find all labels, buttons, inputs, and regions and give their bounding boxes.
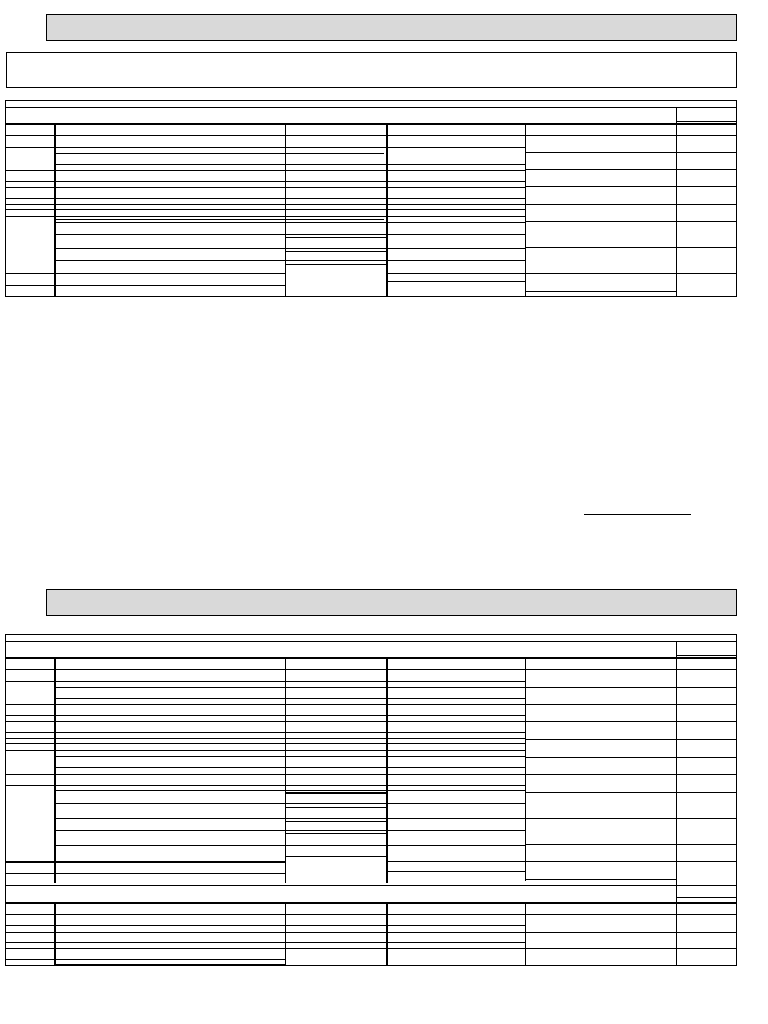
table-2-row xyxy=(6,932,736,933)
table-2-row xyxy=(54,818,526,819)
table-2-row xyxy=(54,767,526,768)
table-2-top-rule xyxy=(6,641,736,642)
table-2-row xyxy=(6,732,526,733)
table-2-row xyxy=(525,844,736,845)
table-2-row xyxy=(6,750,526,751)
table-2-col-2 xyxy=(285,657,286,883)
table-1-row xyxy=(6,170,526,171)
table-1-header-rule xyxy=(676,121,736,122)
table-2-row xyxy=(6,715,526,716)
table-2-row xyxy=(54,845,526,846)
table-2-row xyxy=(6,785,526,786)
table-1-row xyxy=(6,147,54,148)
table-2-col-head-top xyxy=(6,657,736,659)
table-1-row xyxy=(6,198,526,199)
table-2-row xyxy=(525,792,736,793)
table-2-sub-top xyxy=(6,885,736,886)
table-2-row xyxy=(54,687,526,688)
table-1-row xyxy=(6,285,286,286)
table-2-header-rule xyxy=(676,655,736,656)
table-1-row xyxy=(6,216,526,217)
table-1-row xyxy=(6,187,526,188)
table-2-sub-col-3 xyxy=(386,902,388,965)
table-1-row xyxy=(525,273,736,274)
table-2-row xyxy=(54,756,526,757)
table-2-col-4 xyxy=(525,657,526,881)
section-2-header-bar xyxy=(46,589,737,616)
table-2-row xyxy=(6,925,526,926)
table-2-header-divider xyxy=(676,641,677,965)
table-2-row xyxy=(6,861,286,863)
table-2-row xyxy=(6,704,526,705)
table-1-row xyxy=(54,153,384,154)
table-1-col-head-bottom xyxy=(6,135,736,136)
table-1-row xyxy=(525,291,677,292)
table-2-row xyxy=(525,774,736,775)
table-1-row xyxy=(386,281,526,282)
table-2-row xyxy=(6,873,286,874)
table-2-row xyxy=(54,803,526,804)
table-1-row xyxy=(286,264,386,265)
table-1-row xyxy=(525,204,736,205)
table-1-row xyxy=(386,273,526,274)
table-2-row xyxy=(6,942,526,943)
table-2-row xyxy=(286,856,386,857)
table-2-col-1 xyxy=(54,657,56,883)
table-1-row xyxy=(6,204,526,205)
table-1-row xyxy=(525,169,736,170)
table-1-row xyxy=(286,251,386,252)
table-1-row xyxy=(525,247,736,248)
section-1-header-bar xyxy=(46,14,737,41)
table-2-sub-col-1 xyxy=(54,902,56,965)
table-2-sub-col-2 xyxy=(285,902,286,965)
table-1-row xyxy=(525,152,736,153)
table-2-row xyxy=(54,790,526,791)
table-2-row xyxy=(6,743,526,744)
table-1-col-3 xyxy=(386,123,388,297)
table-1-row xyxy=(6,273,286,274)
table-2-sub-header xyxy=(676,897,736,898)
table-2-row xyxy=(525,861,736,862)
table-2-row xyxy=(286,821,386,822)
info-box xyxy=(6,52,737,88)
table-2-row xyxy=(386,861,526,862)
table-1-col-1 xyxy=(54,123,56,297)
table-2-row xyxy=(525,704,736,705)
table-2-row xyxy=(286,833,386,834)
table-2-row xyxy=(54,964,286,966)
table-1-row xyxy=(6,181,526,182)
table-1-row xyxy=(54,248,526,249)
table-1-row xyxy=(54,222,526,223)
table-2-row xyxy=(525,879,677,880)
table-1-row xyxy=(54,260,526,261)
table-2-row xyxy=(286,792,386,794)
table-2-sub-col-4 xyxy=(525,902,526,965)
table-1-row xyxy=(54,219,384,220)
signature-line xyxy=(584,514,691,515)
table-2-row xyxy=(6,721,526,722)
table-1-row xyxy=(525,186,736,187)
table-2-row xyxy=(386,871,526,872)
table-1-row xyxy=(54,147,526,148)
table-2-sub-col-head-top xyxy=(6,902,736,904)
table-1-row xyxy=(54,164,526,165)
table-2-row xyxy=(525,818,736,819)
table-2-row xyxy=(6,959,286,960)
table-2-row xyxy=(54,830,526,831)
table-2-sub-col-head-bottom xyxy=(6,914,736,915)
table-1-row xyxy=(6,209,526,210)
table-2-row xyxy=(54,698,526,699)
table-2-row xyxy=(6,681,526,682)
table-2-row xyxy=(6,738,526,739)
table-2-row xyxy=(525,721,736,722)
table-1-row xyxy=(525,221,736,222)
table-2-row xyxy=(6,948,736,949)
table-1-col-head-top xyxy=(6,123,736,125)
table-1-top-rule xyxy=(6,107,736,108)
table-1-row xyxy=(286,237,386,238)
table-2 xyxy=(5,634,737,966)
table-2-col-3 xyxy=(386,657,388,883)
table-2-col-head-bottom xyxy=(6,669,736,670)
table-1-col-2 xyxy=(285,123,286,297)
table-1 xyxy=(5,100,737,297)
table-2-row xyxy=(525,687,736,688)
table-1-row xyxy=(54,234,526,235)
table-2-row xyxy=(286,807,386,808)
table-2-row xyxy=(525,757,736,758)
table-1-col-4 xyxy=(525,123,526,297)
table-2-row xyxy=(525,739,736,740)
table-2-row xyxy=(6,774,526,775)
